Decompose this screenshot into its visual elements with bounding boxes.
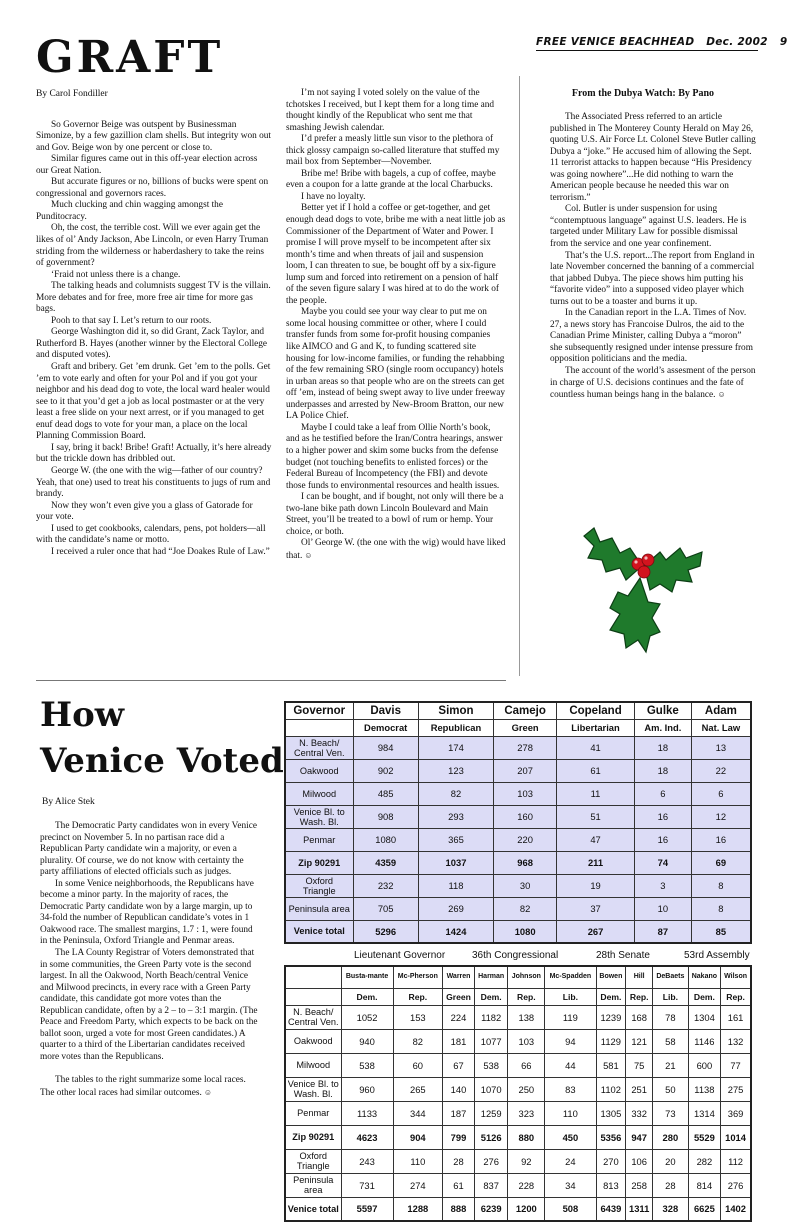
- vote-count: 20: [653, 1149, 689, 1173]
- vote-count: 6: [634, 782, 691, 805]
- vote-count: 123: [418, 759, 493, 782]
- vote-count: 1424: [418, 920, 493, 943]
- vote-count: 11: [557, 782, 635, 805]
- vote-count: 276: [474, 1149, 507, 1173]
- paragraph: I have no loyalty.: [301, 191, 366, 202]
- vote-count: 960: [341, 1077, 393, 1101]
- vote-count: 138: [508, 1005, 545, 1029]
- vote-count: 1070: [474, 1077, 507, 1101]
- vote-count: 251: [626, 1077, 653, 1101]
- vote-count: 8: [691, 874, 751, 897]
- paragraph: The Democratic Party candidates won in every Venice precinct on November 5. In no partisan race did a Republican Party candidate win a majority, or even a plurality. Of course, we do not know with certainty the party affiliations of elected officials such as judges.: [40, 821, 257, 878]
- race-label-assembly: 53rd Assembly: [684, 950, 750, 961]
- vote-count: 181: [443, 1029, 475, 1053]
- paragraph: Bribe me! Bribe with bagels, a cup of coffee, maybe even a coupon for a latte grande at the local Charbucks.: [286, 168, 496, 191]
- vote-count: 984: [353, 736, 418, 759]
- vote-count: 814: [688, 1173, 720, 1197]
- vote-count: 1037: [418, 851, 493, 874]
- candidate-header: Gulke: [634, 702, 691, 719]
- vote-count: 110: [545, 1101, 596, 1125]
- vote-count: 1102: [596, 1077, 626, 1101]
- vote-count: 161: [721, 1005, 751, 1029]
- vote-count: 293: [418, 805, 493, 828]
- table-row: [285, 920, 751, 943]
- area-label: Oakwood: [285, 1029, 341, 1053]
- vote-count: 77: [721, 1053, 751, 1077]
- paragraph: The account of the world’s assesment of the person in charge of U.S. decisions continues and the fate of countless human beings hang in the balance. ☺: [550, 366, 756, 401]
- area-label: Oxford Triangle: [285, 874, 353, 897]
- paragraph: The LA County Registrar of Voters demonstrated that in some communities, the Green Party vote is the second largest. In all the Oakwood, North Beach/central Venice and Milwood precincts, in every race with a Green Party candidate, this candidate got more votes than the Republican candidate, often by a 2 – to – 3:1 margin. (The Peace and Freedom Party, which expects to be back on the ballot soon, urged a vote for most Green candidates.) A quarter to a third of the Libertarian candidates received more votes than the Republicans.: [40, 948, 258, 1062]
- vote-count: 73: [653, 1101, 689, 1125]
- area-label: Venice Bl. to Wash. Bl.: [285, 805, 353, 828]
- vote-count: 67: [443, 1053, 475, 1077]
- masthead: [536, 36, 788, 51]
- holly-illustration: [580, 508, 710, 663]
- vote-count: 174: [418, 736, 493, 759]
- vote-count: 19: [557, 874, 635, 897]
- paragraph: I’m not saying I voted solely on the value of the tchotskes I received, but I kept them for a long time and thought kindly of the Republicat who sent me that smashing Jewish calendar.: [286, 88, 495, 133]
- paragraph: Pooh to that say I. Let’s return to our roots.: [51, 315, 212, 326]
- paragraph: ‘Fraid not unless there is a change.: [51, 269, 181, 280]
- vote-count: 10: [634, 897, 691, 920]
- paragraph: Much clucking and chin wagging amongst the Punditocracy.: [36, 200, 223, 222]
- table-row: [285, 897, 751, 920]
- vote-count: 267: [557, 920, 635, 943]
- vote-count: 24: [545, 1149, 596, 1173]
- vote-count: 1080: [353, 828, 418, 851]
- paragraph: Now they won’t even give you a glass of Gatorade for your vote.: [36, 500, 253, 523]
- paragraph: In some Venice neighborhoods, the Republicans have become a minor party. In the majority of races, the Democratic Party candidate won by a large margin, up to 34-fold the number of Republican candidate’s votes in 1 Oakwood race. The smallest margins, 1.7 : 1, were found in the Peninsula, Oxford Triangle and Penmar areas.: [40, 878, 254, 947]
- vote-count: 344: [393, 1101, 442, 1125]
- vote-count: 600: [688, 1053, 720, 1077]
- vote-count: 450: [545, 1125, 596, 1149]
- vote-count: 4623: [341, 1125, 393, 1149]
- candidate-header: Mc-Pherson: [393, 966, 442, 988]
- voted-article-body: [40, 821, 262, 1099]
- area-label: Milwood: [285, 782, 353, 805]
- vote-count: 112: [721, 1149, 751, 1173]
- vote-count: 908: [353, 805, 418, 828]
- vote-count: 328: [653, 1197, 689, 1221]
- vote-count: 16: [634, 805, 691, 828]
- candidate-header: Wilson: [721, 966, 751, 988]
- paragraph: That’s the U.S. report...The report from England in late November concerned the banning of a commercial that jabbed Dubya. The piece shows him putting his “favorite video” into a supposed video player which turns out to be a toaster and burns it up.: [550, 250, 755, 307]
- paragraph: Ol’ George W. (the one with the wig) would have liked that. ☺: [286, 538, 506, 561]
- vote-count: 22: [691, 759, 751, 782]
- table-row: [285, 1077, 751, 1101]
- smiley-icon: ☺: [717, 390, 726, 400]
- vote-count: 85: [691, 920, 751, 943]
- vote-count: 6: [691, 782, 751, 805]
- paragraph: Oh, the cost, the terrible cost. Will we ever again get the likes of ol’ Andy Jackson, Abe Lincoln, or even Harry Truman striding from the wilderness or haberdashery to take the reins of government?: [36, 223, 269, 269]
- race-label-senate: 28th Senate: [596, 950, 650, 961]
- vote-count: 332: [626, 1101, 653, 1125]
- area-label: Venice Bl. to Wash. Bl.: [285, 1077, 341, 1101]
- vote-count: 280: [653, 1125, 689, 1149]
- vote-count: 1311: [626, 1197, 653, 1221]
- area-label: Peninsula area: [285, 1173, 341, 1197]
- area-label: Zip 90291: [285, 1125, 341, 1149]
- vote-count: 82: [494, 897, 557, 920]
- vote-count: 47: [557, 828, 635, 851]
- vote-count: 258: [626, 1173, 653, 1197]
- vote-count: 538: [341, 1053, 393, 1077]
- area-label: N. Beach/ Central Ven.: [285, 736, 353, 759]
- vote-count: 282: [688, 1149, 720, 1173]
- vote-count: 211: [557, 851, 635, 874]
- candidate-header: Bowen: [596, 966, 626, 988]
- vote-count: 581: [596, 1053, 626, 1077]
- vote-count: 1239: [596, 1005, 626, 1029]
- vote-count: 187: [443, 1101, 475, 1125]
- party-label: Democrat: [353, 719, 418, 736]
- vote-count: 224: [443, 1005, 475, 1029]
- party-row: [285, 988, 751, 1005]
- masthead-paper: FREE VENICE BEACHHEAD: [536, 36, 695, 48]
- paragraph: The tables to the right summarize some local races. The other local races had similar outcomes. ☺: [40, 1075, 246, 1098]
- vote-count: 110: [393, 1149, 442, 1173]
- paragraph: In the Canadian report in the L.A. Times of Nov. 27, a news story has Francoise Dulros, the aid to the Canadian Prime Minister, calling Dubya a “moron” she subsequently resigned under intense pressure from opposition politicians and the media.: [550, 308, 753, 365]
- vote-count: 1288: [393, 1197, 442, 1221]
- area-label: Venice total: [285, 920, 353, 943]
- vote-count: 58: [653, 1029, 689, 1053]
- vote-count: 1077: [474, 1029, 507, 1053]
- paragraph: George Washington did it, so did Grant, Zack Taylor, and Rutherford B. Hayes (another winner by the Electoral College and disputed votes).: [36, 327, 268, 361]
- vote-count: 132: [721, 1029, 751, 1053]
- page-number: 9: [779, 36, 788, 48]
- races-results-table: [284, 965, 752, 1222]
- vote-count: 75: [626, 1053, 653, 1077]
- party-corner: [285, 719, 353, 736]
- vote-count: 1304: [688, 1005, 720, 1029]
- vote-count: 18: [634, 759, 691, 782]
- party-label: Libertarian: [557, 719, 635, 736]
- candidate-header: Copeland: [557, 702, 635, 719]
- vote-count: 103: [494, 782, 557, 805]
- vote-count: 731: [341, 1173, 393, 1197]
- vote-count: 365: [418, 828, 493, 851]
- vote-count: 6439: [596, 1197, 626, 1221]
- vote-count: 8: [691, 897, 751, 920]
- candidate-header: Johnson: [508, 966, 545, 988]
- vote-count: 51: [557, 805, 635, 828]
- vote-count: 37: [557, 897, 635, 920]
- vote-count: 538: [474, 1053, 507, 1077]
- vote-count: 1052: [341, 1005, 393, 1029]
- party-label: Dem.: [341, 988, 393, 1005]
- paragraph: I’d prefer a measly little sun visor to the plethora of thick glossy campaign so-called literature that stuffed my mail box from September—November.: [286, 134, 500, 168]
- vote-count: 1305: [596, 1101, 626, 1125]
- vote-count: 269: [418, 897, 493, 920]
- vote-count: 837: [474, 1173, 507, 1197]
- area-label: Oxford Triangle: [285, 1149, 341, 1173]
- vote-count: 250: [508, 1077, 545, 1101]
- candidate-header: Camejo: [494, 702, 557, 719]
- graft-headline: GRAFT: [36, 32, 224, 83]
- paragraph: Similar figures came out in this off-year election across our Great Nation.: [36, 154, 258, 176]
- table-row: [285, 736, 751, 759]
- vote-count: 813: [596, 1173, 626, 1197]
- vote-count: 5529: [688, 1125, 720, 1149]
- party-label: Green: [494, 719, 557, 736]
- party-label: Green: [443, 988, 475, 1005]
- table-row: [285, 851, 751, 874]
- vote-count: 485: [353, 782, 418, 805]
- vote-count: 1014: [721, 1125, 751, 1149]
- vote-count: 323: [508, 1101, 545, 1125]
- dubya-watch-title: From the Dubya Watch: By Pano: [571, 88, 715, 99]
- paragraph: But accurate figures or no, billions of bucks were spent on congressional and governors races.: [36, 177, 269, 199]
- vote-count: 1129: [596, 1029, 626, 1053]
- candidate-header: Harman: [474, 966, 507, 988]
- vote-count: 21: [653, 1053, 689, 1077]
- vote-count: 16: [634, 828, 691, 851]
- vote-count: 4359: [353, 851, 418, 874]
- vote-count: 82: [393, 1029, 442, 1053]
- race-label-congressional: 36th Congressional: [472, 950, 559, 961]
- party-label: Republican: [418, 719, 493, 736]
- party-label: Am. Ind.: [634, 719, 691, 736]
- vote-count: 16: [691, 828, 751, 851]
- vote-count: 276: [721, 1173, 751, 1197]
- table-row: [285, 1149, 751, 1173]
- party-label: Dem.: [474, 988, 507, 1005]
- vote-count: 243: [341, 1149, 393, 1173]
- party-row: [285, 719, 751, 736]
- table-row: [285, 1005, 751, 1029]
- vote-count: 947: [626, 1125, 653, 1149]
- vote-count: 369: [721, 1101, 751, 1125]
- candidate-header: Davis: [353, 702, 418, 719]
- vote-count: 44: [545, 1053, 596, 1077]
- table-row: [285, 759, 751, 782]
- vote-count: 968: [494, 851, 557, 874]
- vote-count: 168: [626, 1005, 653, 1029]
- vote-count: 1146: [688, 1029, 720, 1053]
- vote-count: 1182: [474, 1005, 507, 1029]
- vote-count: 12: [691, 805, 751, 828]
- smiley-icon: ☺: [304, 550, 313, 560]
- vote-count: 18: [634, 736, 691, 759]
- vote-count: 940: [341, 1029, 393, 1053]
- vote-count: 41: [557, 736, 635, 759]
- area-label: Penmar: [285, 828, 353, 851]
- candidate-header: Adam: [691, 702, 751, 719]
- race-labels: [284, 950, 754, 962]
- governor-results-table: [284, 701, 752, 944]
- vote-count: 50: [653, 1077, 689, 1101]
- paragraph: Maybe I could take a leaf from Ollie North’s book, and as he testified before the Iran/Contra hearings, answer to a higher power and skim some bucks from the defense budget (not touching benefits to enlisted forces) or the Federal Bureau of Incompetency (the FBI) and devote those funds to environmental resources and health issues.: [286, 422, 503, 491]
- vote-count: 87: [634, 920, 691, 943]
- candidate-header: Simon: [418, 702, 493, 719]
- graft-column-2: [286, 88, 506, 562]
- area-label: Penmar: [285, 1101, 341, 1125]
- paragraph: [40, 1063, 262, 1075]
- vote-count: 799: [443, 1125, 475, 1149]
- paragraph: [36, 108, 272, 120]
- vote-count: 705: [353, 897, 418, 920]
- vote-count: 1133: [341, 1101, 393, 1125]
- vote-count: 207: [494, 759, 557, 782]
- vote-count: 118: [418, 874, 493, 897]
- table-row: [285, 1197, 751, 1221]
- vote-count: 66: [508, 1053, 545, 1077]
- paragraph: Graft and bribery. Get ’em drunk. Get ’em to the polls. Get ’em to vote early and often for your Pol and if you got your neighbor and his dead dog to vote, the local ward healer would see to it that you’d get a job as local postmaster or at the very least a free slide on your next arrest, or if you managed to get enuf dead dogs to vote for your man, a place on the local Planning Commission Board.: [36, 362, 271, 442]
- table-row: [285, 828, 751, 851]
- area-label: Peninsula area: [285, 897, 353, 920]
- vote-count: 902: [353, 759, 418, 782]
- vote-count: 92: [508, 1149, 545, 1173]
- table-row: [285, 805, 751, 828]
- vote-count: 1138: [688, 1077, 720, 1101]
- candidate-header: Hill: [626, 966, 653, 988]
- vote-count: 121: [626, 1029, 653, 1053]
- vote-count: 888: [443, 1197, 475, 1221]
- candidate-header: Warren: [443, 966, 475, 988]
- table-corner-label: Governor: [285, 702, 353, 719]
- smiley-icon: ☺: [203, 1087, 213, 1097]
- table-header-row: [285, 966, 751, 988]
- vote-count: 5296: [353, 920, 418, 943]
- vote-count: 160: [494, 805, 557, 828]
- vote-count: 28: [443, 1149, 475, 1173]
- area-label: Venice total: [285, 1197, 341, 1221]
- vote-count: 34: [545, 1173, 596, 1197]
- vote-count: 30: [494, 874, 557, 897]
- table-row: [285, 1053, 751, 1077]
- race-label-lt-governor: Lieutenant Governor: [354, 950, 446, 961]
- table-corner: [285, 966, 341, 988]
- candidate-header: DeBaets: [653, 966, 689, 988]
- party-label: Rep.: [508, 988, 545, 1005]
- vote-count: 265: [393, 1077, 442, 1101]
- party-corner: [285, 988, 341, 1005]
- masthead-date: Dec. 2002: [706, 36, 768, 48]
- vote-count: 153: [393, 1005, 442, 1029]
- party-label: Lib.: [545, 988, 596, 1005]
- vote-count: 6239: [474, 1197, 507, 1221]
- vote-count: 220: [494, 828, 557, 851]
- graft-column-1: [36, 108, 272, 558]
- paragraph: I say, bring it back! Bribe! Graft! Actually, it’s here already but the trickle down has dribbled out.: [36, 442, 272, 465]
- voted-headline-line2: Venice Voted: [40, 741, 284, 781]
- vote-count: 270: [596, 1149, 626, 1173]
- dubya-watch-body: [550, 112, 756, 402]
- paragraph: George W. (the one with the wig—father of our country? Yeah, that one) used to treat his constituents to jugs of rum and brandy.: [36, 465, 271, 500]
- vote-count: 1080: [494, 920, 557, 943]
- paragraph: I received a ruler once that had “Joe Doakes Rule of Law.”: [51, 546, 270, 557]
- paragraph: The talking heads and columnists suggest TV is the villain. More debates and for free, more free air time for more gas bags.: [36, 281, 271, 315]
- paragraph: Better yet if I hold a coffee or get-together, and get enough dead dogs to vote, bribe me with a neat little job as Commissioner of the Department of Water and Power. I promise I will prove myself to be incompetent after six month’s time and when threats of jail and suspension loom, I can threaten to sue, be bought off by a six-figure lump sum and forced into retirement on a pension of half of the seven figure salary I was hired at to do the work of the people.: [286, 203, 506, 306]
- table-row: [285, 782, 751, 805]
- graft-byline: By Carol Fondiller: [36, 89, 108, 99]
- voted-byline: By Alice Stek: [42, 797, 95, 807]
- paragraph: So Governor Beige was outspent by Businessman Simonize, by a few gazillion clam shells. But integrity won out and Gov. Beige won by one percent or close to.: [36, 119, 271, 153]
- candidate-header: Nakano: [688, 966, 720, 988]
- table-row: [285, 874, 751, 897]
- vote-count: 275: [721, 1077, 751, 1101]
- vote-count: 228: [508, 1173, 545, 1197]
- vote-count: 508: [545, 1197, 596, 1221]
- vote-count: 880: [508, 1125, 545, 1149]
- section-divider: [36, 680, 506, 681]
- vote-count: 60: [393, 1053, 442, 1077]
- vote-count: 119: [545, 1005, 596, 1029]
- table-row: [285, 1173, 751, 1197]
- party-label: Rep.: [721, 988, 751, 1005]
- vote-count: 1259: [474, 1101, 507, 1125]
- party-label: Lib.: [653, 988, 689, 1005]
- vote-count: 5597: [341, 1197, 393, 1221]
- vote-count: 6625: [688, 1197, 720, 1221]
- vote-count: 140: [443, 1077, 475, 1101]
- vote-count: 74: [634, 851, 691, 874]
- area-label: Oakwood: [285, 759, 353, 782]
- vote-count: 1200: [508, 1197, 545, 1221]
- vote-count: 13: [691, 736, 751, 759]
- table-row: [285, 1101, 751, 1125]
- vote-count: 83: [545, 1077, 596, 1101]
- table-row: [285, 1029, 751, 1053]
- vote-count: 274: [393, 1173, 442, 1197]
- paragraph: Maybe you could see your way clear to put me on some local housing committee or other, where I could transfer funds from some for-profit housing companies like AIMCO and G and K, to funding scattered site housing for low-income families, or funding the rehabbing of the few remaining SRO (single room occupancy) hotels in urban areas so that people who are on the streets can get off ’em, instead of being swept away to live under freeway underpasses and arrested by New-Broom Bratton, our new LA Police Chief.: [286, 307, 506, 422]
- vote-count: 69: [691, 851, 751, 874]
- vote-count: 1314: [688, 1101, 720, 1125]
- vote-count: 5126: [474, 1125, 507, 1149]
- vote-count: 103: [508, 1029, 545, 1053]
- table-row: [285, 1125, 751, 1149]
- vote-count: 5356: [596, 1125, 626, 1149]
- vote-count: 106: [626, 1149, 653, 1173]
- candidate-header: Mc-Spadden: [545, 966, 596, 988]
- vote-count: 61: [443, 1173, 475, 1197]
- party-label: Rep.: [626, 988, 653, 1005]
- area-label: Zip 90291: [285, 851, 353, 874]
- party-label: Rep.: [393, 988, 442, 1005]
- party-label: Dem.: [596, 988, 626, 1005]
- vote-count: 94: [545, 1029, 596, 1053]
- candidate-header: Busta-mante: [341, 966, 393, 988]
- vote-count: 1402: [721, 1197, 751, 1221]
- paragraph: I can be bought, and if bought, not only will there be a two-lane bike path down Lincoln Boulevard and Main Street, you’ll be treated to a bowl of rum or hemp. Your choice, or both.: [286, 492, 504, 537]
- party-label: Dem.: [688, 988, 720, 1005]
- paragraph: The Associated Press referred to an article published in The Monterey County Herald on May 26, quoting U.S. Air Force Lt. Colonel Steve Butler calling Dubya a “joke.” He accused him of allowing the Sept. 11 terrorist attacks to happen because “His Presidency was going nowhere”...He did nothing to warn the American people because he needed this war on terrorism.”: [550, 112, 756, 203]
- vote-count: 61: [557, 759, 635, 782]
- party-label: Nat. Law: [691, 719, 751, 736]
- area-label: N. Beach/ Central Ven.: [285, 1005, 341, 1029]
- vote-count: 28: [653, 1173, 689, 1197]
- area-label: Milwood: [285, 1053, 341, 1077]
- vote-count: 232: [353, 874, 418, 897]
- paragraph: I used to get cookbooks, calendars, pens, pot holders—all with the candidate’s name or motto.: [36, 523, 266, 546]
- vote-count: 278: [494, 736, 557, 759]
- table-header-row: [285, 702, 751, 719]
- vote-count: 904: [393, 1125, 442, 1149]
- vote-count: 3: [634, 874, 691, 897]
- vote-count: 82: [418, 782, 493, 805]
- paragraph: Col. Butler is under suspension for using “contemptuous language” against U.S. leaders. He is targeted under Military Law for possible dismissal from the service and one year confinement.: [550, 204, 747, 250]
- column-divider: [519, 76, 520, 676]
- vote-count: 78: [653, 1005, 689, 1029]
- voted-headline-line1: How: [40, 695, 125, 735]
